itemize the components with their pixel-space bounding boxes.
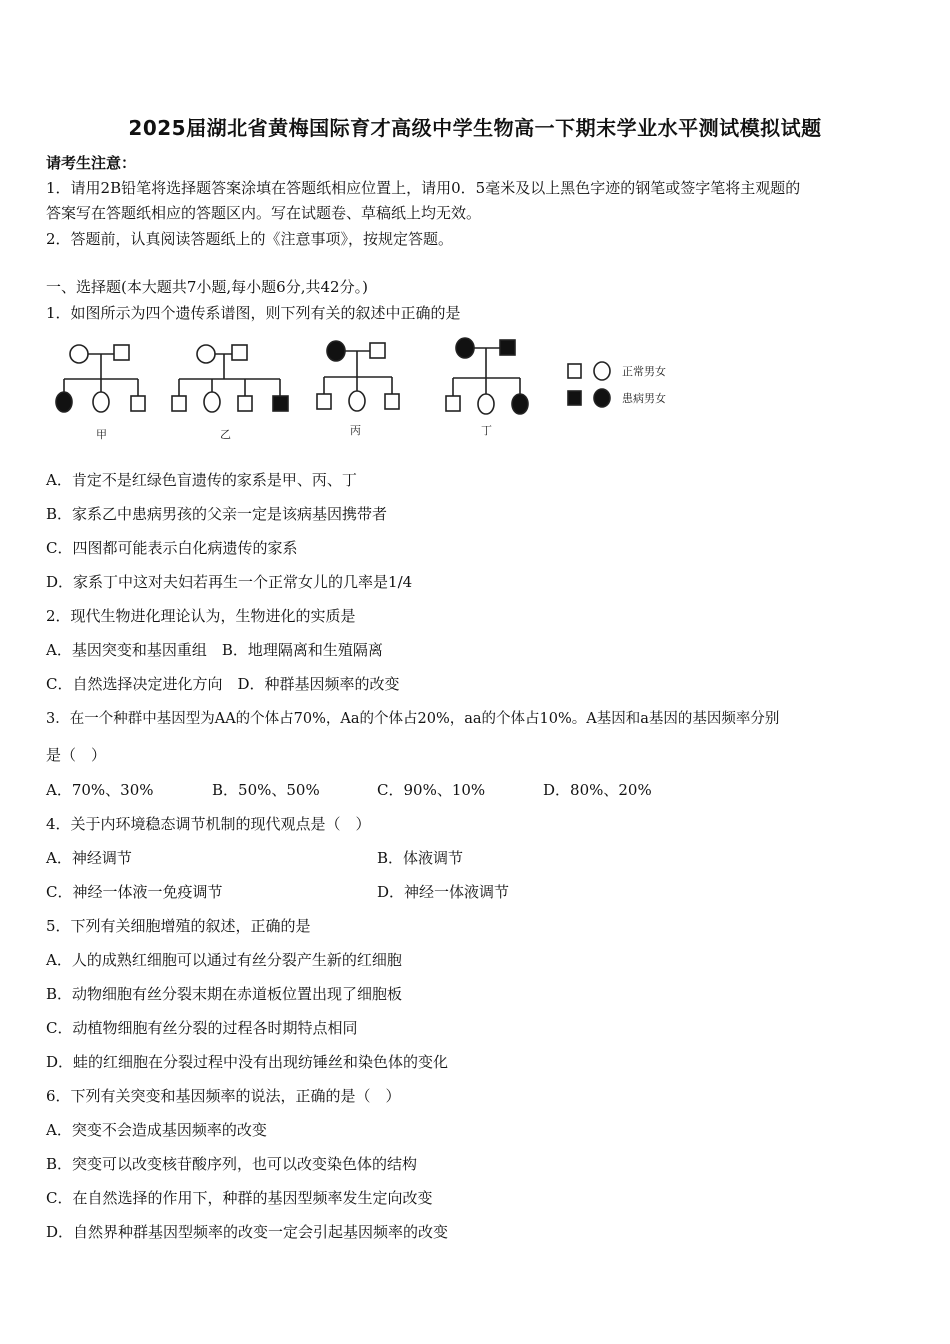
question-1-stem: 1．如图所示为四个遗传系谱图，则下列有关的叙述中正确的是 [46,304,461,322]
question-5-stem: 5．下列有关细胞增殖的叙述，正确的是 [46,917,311,935]
question-2-options-row-2: C．自然选择决定进化方向 D．种群基因频率的改变 [46,675,400,693]
notice-item-2: 2．答题前，认真阅读答题纸上的《注意事项》，按规定答题。 [46,230,454,248]
question-4-option-c: C．神经一体液一免疫调节 [46,883,223,901]
question-1-option-d: D．家系丁中这对夫妇若再生一个正常女儿的几率是1/4 [46,573,413,591]
question-6-option-a: A．突变不会造成基因频率的改变 [46,1121,267,1139]
pedigree-jia [56,345,145,412]
question-1-option-a: A．肯定不是红绿色盲遗传的家系是甲、丙、丁 [46,471,357,489]
notice-item-1-line-2: 答案写在答题纸相应的答题区内。写在试题卷、草稿纸上均无效。 [46,204,482,222]
pedigree-legend [568,362,610,407]
pedigree-bing [317,341,399,411]
notice-heading: 请考生注意： [46,154,137,172]
question-3-option-c: C．90%、10% [377,781,486,799]
question-4-option-d: D．神经一体液调节 [377,883,510,901]
pedigree-label-bing: 丙 [350,424,361,437]
page-title: 2025届湖北省黄梅国际育才高级中学生物高一下期末学业水平测试模拟试题 [128,116,822,140]
question-3-option-b: B．50%、50% [212,781,320,799]
pedigree-yi [172,345,288,412]
question-4-option-a: A．神经调节 [46,849,132,867]
pedigree-diagram [44,334,684,446]
question-4-option-b: B．体液调节 [377,849,464,867]
pedigree-label-ding: 丁 [481,424,492,437]
question-2-options-row-1: A．基因突变和基因重组 B．地理隔离和生殖隔离 [46,641,383,659]
question-3-option-a: A．70%、30% [46,781,154,799]
question-6-stem: 6．下列有关突变和基因频率的说法，正确的是（ ） [46,1087,401,1105]
notice-item-1-line-1: 1．请用2B铅笔将选择题答案涂填在答题纸相应位置上，请用0．5毫米及以上黑色字迹的钢笔或签字笔将主观题的 [46,179,801,197]
question-6-option-c: C．在自然选择的作用下，种群的基因型频率发生定向改变 [46,1189,433,1207]
pedigree-figure [44,334,684,446]
pedigree-label-jia: 甲 [96,428,107,441]
question-1-option-c: C．四图都可能表示白化病遗传的家系 [46,539,298,557]
question-2-stem: 2．现代生物进化理论认为，生物进化的实质是 [46,607,356,625]
pedigree-label-yi: 乙 [220,428,231,441]
question-3-stem-line-1: 3．在一个种群中基因型为AA的个体占70%，Aa的个体占20%，aa的个体占10%。A基因和a基因的基因频率分别 [46,711,780,727]
question-3-stem-line-2: 是（ ） [46,746,107,764]
section-heading: 一、选择题(本大题共7小题,每小题6分,共42分。) [46,278,368,296]
question-5-option-c: C．动植物细胞有丝分裂的过程各时期特点相同 [46,1019,358,1037]
legend-affected-label: 患病男女 [622,392,666,405]
question-1-option-b: B．家系乙中患病男孩的父亲一定是该病基因携带者 [46,505,388,523]
pedigree-ding [446,338,528,414]
question-5-option-a: A．人的成熟红细胞可以通过有丝分裂产生新的红细胞 [46,951,402,969]
question-3-option-d: D．80%、20% [543,781,652,799]
question-5-option-b: B．动物细胞有丝分裂末期在赤道板位置出现了细胞板 [46,985,403,1003]
question-4-stem: 4．关于内环境稳态调节机制的现代观点是（ ） [46,815,371,833]
legend-normal-label: 正常男女 [622,365,666,378]
question-6-option-d: D．自然界种群基因型频率的改变一定会引起基因频率的改变 [46,1223,449,1241]
question-6-option-b: B．突变可以改变核苷酸序列，也可以改变染色体的结构 [46,1155,418,1173]
question-5-option-d: D．蛙的红细胞在分裂过程中没有出现纺锤丝和染色体的变化 [46,1053,449,1071]
